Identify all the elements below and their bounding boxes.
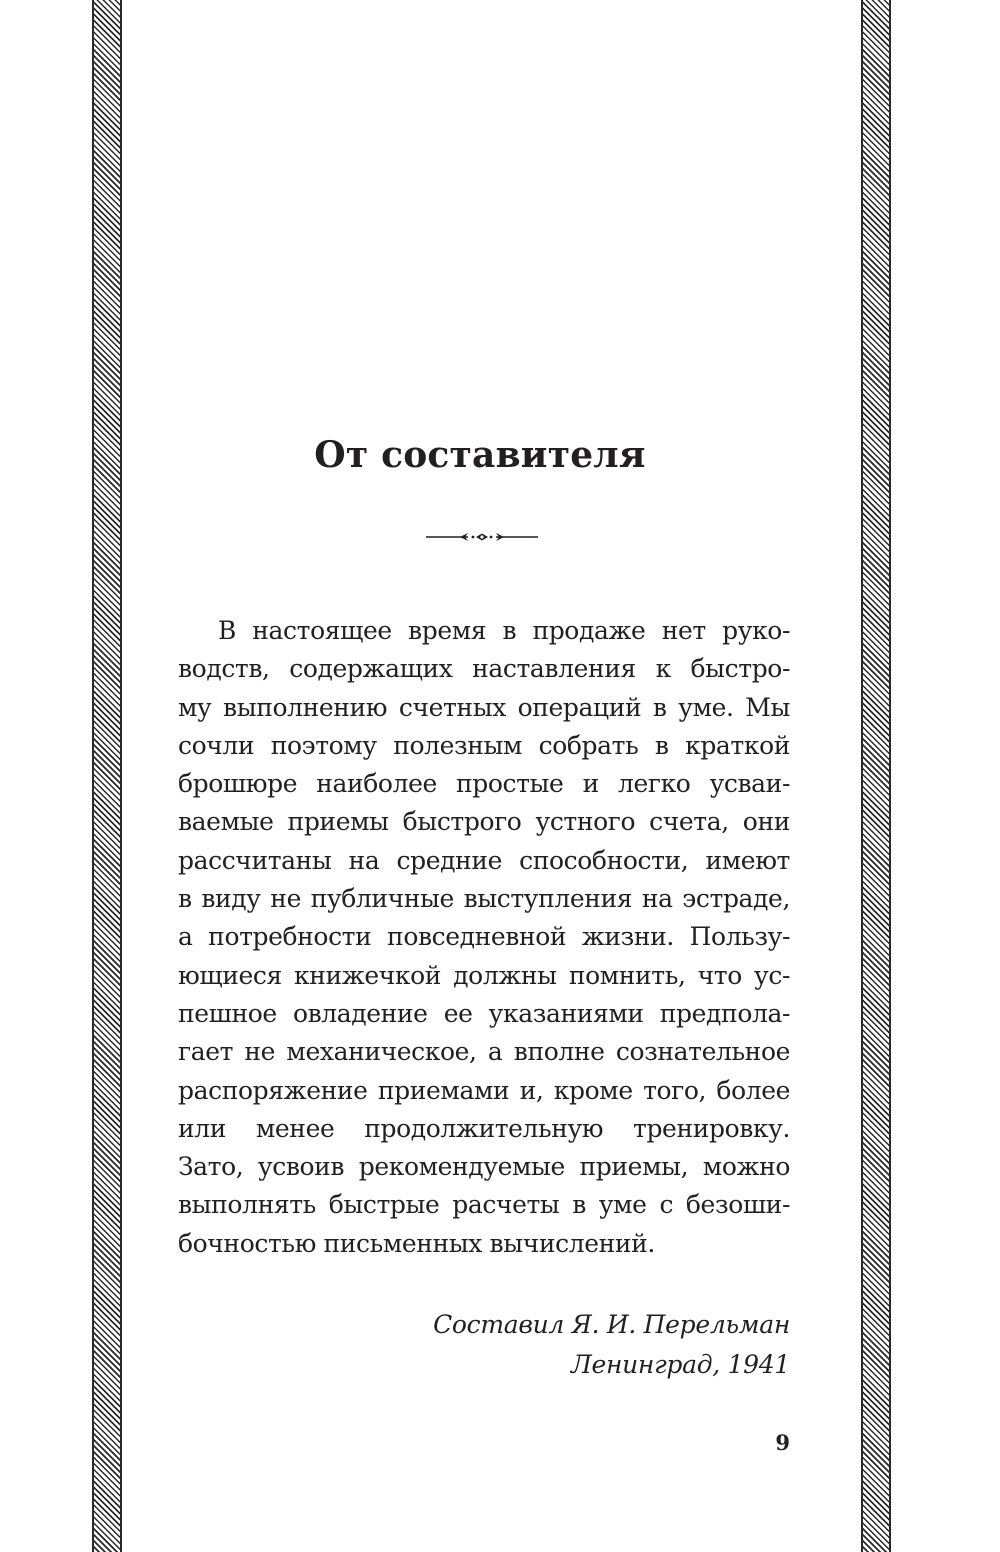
ornament-divider-icon [424,527,540,547]
body-line: водств, содержащих наставления к быстро- [178,654,790,684]
page-number: 9 [775,1430,790,1455]
body-line: распоряжение приемами и, кроме того, более [178,1075,790,1105]
decorative-border-right [861,0,891,1552]
signature [380,1305,790,1385]
body-line: му выполнению счетных операций в уме. Мы [178,692,790,722]
body-line: в виду не публичные выступления на эстраде, [178,884,790,914]
body-line: Зато, усвоив рекомендуемые приемы, можно [178,1152,790,1182]
body-line: а потребности повседневной жизни. Пользу- [178,922,790,952]
body-line: гает не механическое, а вполне сознательное [178,1037,790,1067]
body-line: брошюре наиболее простые и легко усваи- [178,769,790,799]
body-line: сочли поэтому полезным собрать в краткой [178,730,790,760]
body-line: В настоящее время в продаже нет руко- [218,616,790,645]
body-line: рассчитаны на средние способности, имеют [178,845,790,875]
body-line: выполнять быстрые расчеты в уме с безоши- [178,1190,790,1220]
body-text [178,612,790,1263]
body-line: пешное овладение ее указаниями предпола- [178,998,790,1028]
signature-author: Составил Я. И. Перельман [433,1310,790,1339]
body-line: ваемые приемы быстрого устного счета, они [178,807,790,837]
signature-place: Ленинград, 1941 [570,1350,790,1379]
page-title: От составителя [314,434,646,477]
body-line: ющиеся книжечкой должны помнить, что ус- [178,960,790,990]
body-line: бочностью письменных вычислений. [178,1228,655,1258]
decorative-border-left [92,0,122,1552]
body-line: или менее продолжительную тренировку. [178,1113,790,1143]
